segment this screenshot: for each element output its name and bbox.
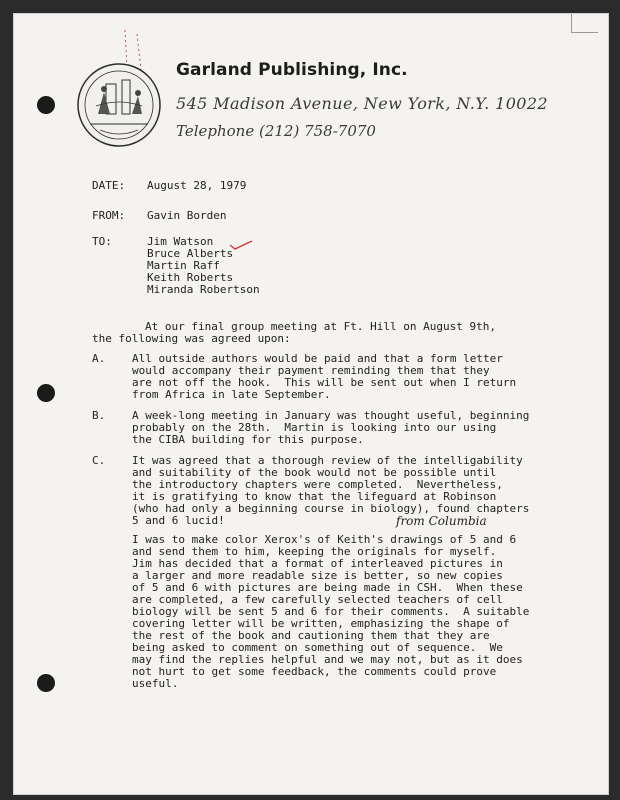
item-a-line: are not off the hook. This will be sent out when I return (132, 376, 517, 389)
date-label: DATE: (92, 179, 126, 192)
item-a-mark: A. (92, 352, 106, 365)
item-c-line: (who had only a beginning course in biology), found chapters (132, 502, 530, 515)
item-b-line: the CIBA building for this purpose. (132, 433, 364, 446)
recipient: Bruce Alberts (147, 247, 234, 260)
item-b-line: probably on the 28th. Martin is looking into our using (132, 421, 497, 434)
item-c-line: It was agreed that a thorough review of the intelligability (132, 454, 523, 467)
binder-hole-middle (37, 384, 55, 402)
memo-page (14, 14, 608, 794)
to-label: TO: (92, 235, 112, 248)
continuation-line: a larger and more readable size is better, so new copies (132, 569, 503, 582)
continuation-line: Jim has decided that a format of interleaved pictures in (132, 557, 503, 570)
item-a-line: All outside authors would be paid and that a form letter (132, 352, 503, 365)
item-a-line: would accompany their payment reminding them that they (132, 364, 490, 377)
binder-hole-top (37, 96, 55, 114)
item-c-mark: C. (92, 454, 106, 467)
continuation-line: of 5 and 6 with pictures are being made in CSH. When these (132, 581, 523, 594)
item-c-line: it is gratifying to know that the lifeguard at Robinson (132, 490, 497, 503)
from-label: FROM: (92, 209, 126, 222)
continuation-line: I was to make color Xerox's of Keith's drawings of 5 and 6 (132, 533, 517, 546)
binder-hole-bottom (37, 674, 55, 692)
company-address: 545 Madison Avenue, New York, N.Y. 10022 (176, 94, 549, 113)
recipient: Miranda Robertson (147, 283, 260, 296)
company-seal (76, 62, 162, 148)
continuation-line: and send them to him, keeping the originals for myself. (132, 545, 497, 558)
continuation-line: not hurt to get some feedback, the comments could prove (132, 665, 497, 678)
continuation-line: covering letter will be written, emphasizing the shape of (132, 617, 510, 630)
continuation-line: biology will be sent 5 and 6 for their comments. A suitable (132, 605, 530, 618)
item-b-line: A week-long meeting in January was thought useful, beginning (132, 409, 530, 422)
item-c-line: the introductory chapters were completed. Nevertheless, (132, 478, 503, 491)
item-a-line: from Africa in late September. (132, 388, 331, 401)
continuation-line: the rest of the book and cautioning them that they are (132, 629, 490, 642)
continuation-line: may find the replies helpful and we may not, but as it does (132, 653, 523, 666)
date-value: August 28, 1979 (147, 179, 247, 192)
handwritten-note: from Columbia (396, 514, 487, 528)
intro-line: the following was agreed upon: (92, 332, 291, 345)
item-c-line: and suitability of the book would not be possible until (132, 466, 497, 479)
continuation-line: useful. (132, 677, 179, 690)
from-value: Gavin Borden (147, 209, 227, 222)
intro-line: At our final group meeting at Ft. Hill on August 9th, (92, 320, 496, 333)
company-telephone: Telephone (212) 758-7070 (176, 122, 376, 140)
continuation-line: being asked to comment on something out of sequence. We (132, 641, 503, 654)
recipient: Martin Raff (147, 259, 220, 272)
company-name: Garland Publishing, Inc. (176, 60, 408, 80)
recipient: Keith Roberts (147, 271, 234, 284)
recipient: Jim Watson (147, 235, 214, 248)
continuation-line: are completed, a few carefully selected teachers of cell (132, 593, 503, 606)
item-b-mark: B. (92, 409, 106, 422)
item-c-line: 5 and 6 lucid! (132, 514, 225, 527)
corner-mark (571, 14, 598, 33)
